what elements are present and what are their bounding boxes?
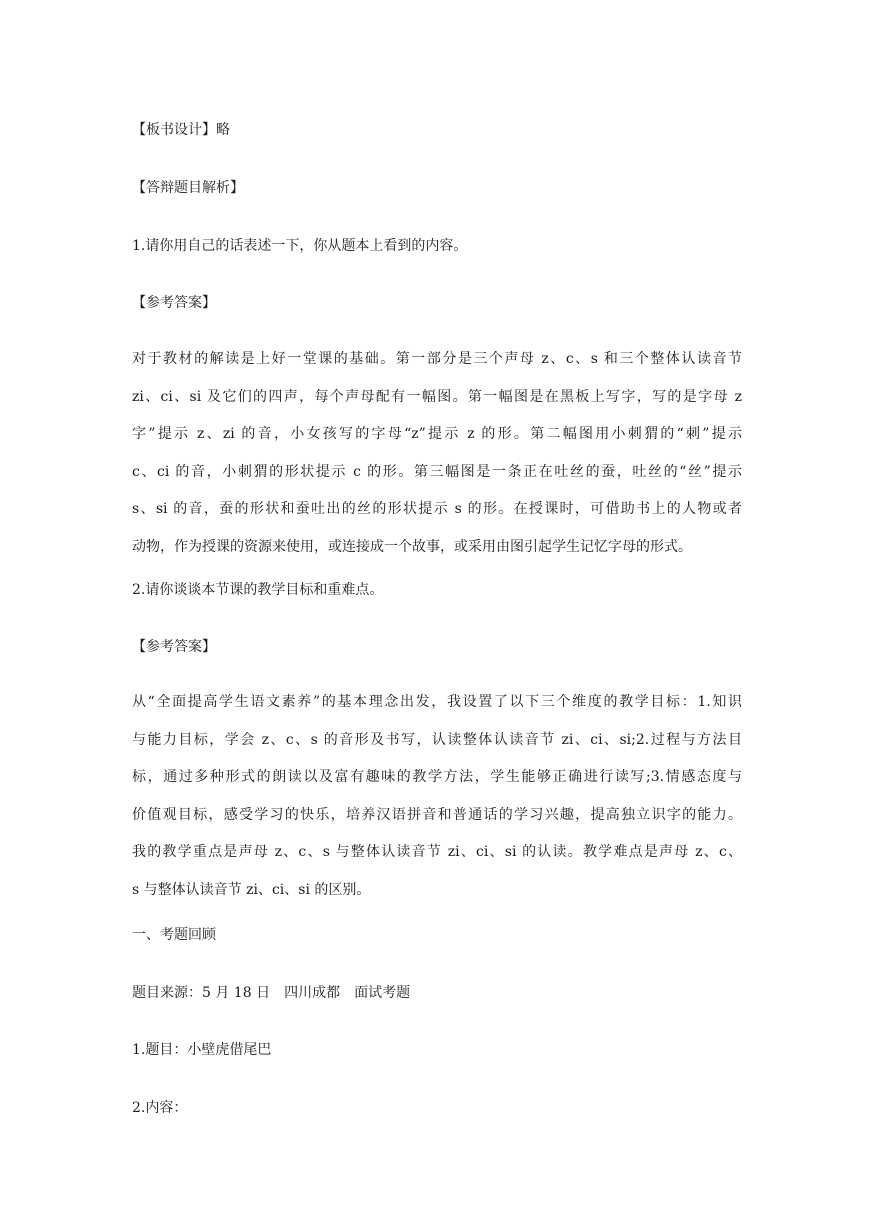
question-1: 1.请你用自己的话表述一下，你从题本上看到的内容。	[132, 238, 468, 254]
answer-2-heading: 【参考答案】	[132, 639, 216, 655]
question-2: 2.请你谈谈本节课的教学目标和重难点。	[132, 582, 384, 598]
answer-2-line: 价值观目标，感受学习的快乐，培养汉语拼音和普通话的学习兴趣，提高独立识字的能力。	[132, 806, 742, 823]
question-topic: 1.题目：小壁虎借尾巴	[132, 1042, 272, 1058]
answer-2-paragraph	[132, 692, 742, 917]
question-content-label: 2.内容：	[132, 1100, 188, 1116]
answer-1-line: 字”提示 z、zi 的音，小女孩写的字母“z”提示 z 的形。第二幅图用小刺猬的“刺”提示	[132, 426, 742, 442]
answer-1-line: zi、ci、si 及它们的四声，每个声母配有一幅图。第一幅图是在黑板上写字，写的是字母 z	[132, 388, 742, 405]
answer-2-line: 从“全面提高学生语文素养”的基本理念出发，我设置了以下三个维度的教学目标：1.知识	[132, 694, 742, 710]
review-heading: 一、考题回顾	[132, 927, 216, 943]
answer-2-line: 我的教学重点是声母 z、c、s 与整体认读音节 zi、ci、si 的认读。教学难点是声母 z、c、	[132, 844, 742, 860]
board-design-heading: 【板书设计】略	[132, 122, 230, 138]
answer-2-line: s 与整体认读音节 zi、ci、si 的区别。	[132, 881, 371, 898]
question-source: 题目来源：5 月 18 日 四川成都 面试考题	[132, 985, 411, 1001]
answer-1-line: 动物，作为授课的资源来使用，或连接成一个故事，或采用由图引起学生记忆字母的形式。	[132, 538, 692, 555]
answer-2-line: 与能力目标，学会 z、c、s 的音形及书写，认读整体认读音节 zi、ci、si;2.过程与方法目	[132, 731, 742, 748]
answer-1-line: c、ci 的音，小刺猬的形状提示 c 的形。第三幅图是一条正在吐丝的蚕，吐丝的“丝”提示	[132, 463, 742, 480]
answer-1-heading: 【参考答案】	[132, 295, 216, 311]
answer-1-line: 对于教材的解读是上好一堂课的基础。第一部分是三个声母 z、c、s 和三个整体认读音节	[132, 351, 742, 367]
defense-analysis-heading: 【答辩题目解析】	[132, 180, 244, 196]
answer-1-paragraph	[132, 349, 742, 574]
answer-2-line: 标，通过多种形式的朗读以及富有趣味的教学方法，学生能够正确进行读写;3.情感态度与	[132, 769, 742, 785]
answer-1-line: s、si 的音，蚕的形状和蚕吐出的丝的形状提示 s 的形。在授课时，可借助书上的人物或者	[132, 501, 742, 517]
